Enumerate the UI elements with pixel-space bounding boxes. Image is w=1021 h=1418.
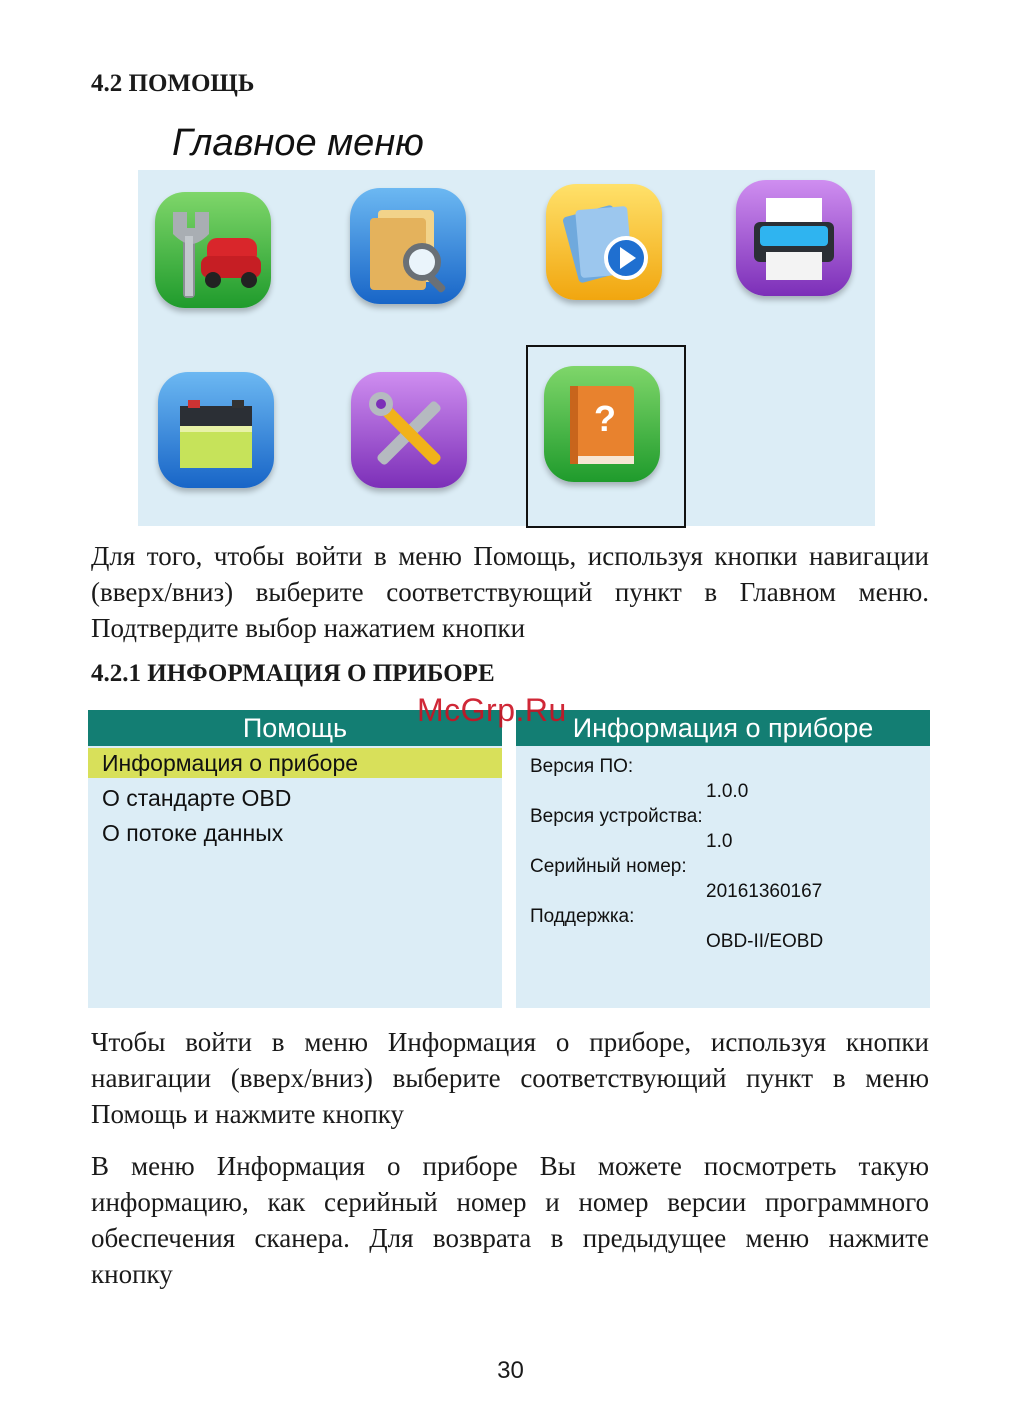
help-icon: ?: [594, 398, 616, 439]
field-label: Версия устройства:: [530, 806, 703, 827]
paragraph-1: Для того, чтобы войти в меню Помощь, используя кнопки навигации (вверх/вниз) выберите соответствующий пункт в Главном меню. Подтвердите выбор нажатием кнопки: [91, 541, 929, 643]
main-menu-panel: [138, 170, 875, 526]
section-title: 4.2 ПОМОЩЬ: [91, 70, 255, 97]
field-value: OBD-II/EOBD: [706, 931, 824, 952]
menu-item-obd-standard[interactable]: О стандарте OBD: [102, 785, 292, 811]
field-label: Поддержка:: [530, 906, 635, 927]
diagnostics-icon[interactable]: [155, 192, 271, 308]
field-label: Версия ПО:: [530, 756, 634, 777]
paragraph-3: В меню Информация о приборе Вы можете посмотреть такую информацию, как серийный номер и номер версии программного обеспечения сканера. Для возврата в предыдущее меню нажмите кнопку: [91, 1151, 929, 1289]
battery-icon[interactable]: [158, 372, 274, 488]
playback-icon[interactable]: [546, 184, 662, 300]
field-value: 1.0: [706, 831, 733, 852]
page-number: 30: [497, 1357, 524, 1384]
menu-item-data-stream[interactable]: О потоке данных: [102, 820, 284, 846]
help-screen-title: Помощь: [88, 710, 502, 746]
info-screen-title: Информация о приборе: [516, 710, 930, 746]
setup-icon[interactable]: [351, 372, 467, 488]
watermark: McGrp.Ru: [417, 692, 567, 728]
review-icon[interactable]: [350, 188, 466, 304]
print-icon[interactable]: [736, 180, 852, 296]
field-value: 20161360167: [706, 881, 823, 902]
field-value: 1.0.0: [706, 781, 749, 802]
help-screen: [88, 710, 502, 1008]
selection-frame: [526, 345, 686, 528]
field-label: Серийный номер:: [530, 856, 687, 877]
subsection-title: 4.2.1 ИНФОРМАЦИЯ О ПРИБОРЕ: [91, 660, 495, 687]
menu-item-device-info[interactable]: Информация о приборе: [88, 748, 502, 778]
main-menu-title: Главное меню: [172, 122, 424, 164]
paragraph-2: Чтобы войти в меню Информация о приборе, используя кнопки навигации (вверх/вниз) выберите соответствующий пункт в меню Помощь и нажмите кнопку: [91, 1027, 929, 1129]
info-screen: [516, 710, 930, 1008]
